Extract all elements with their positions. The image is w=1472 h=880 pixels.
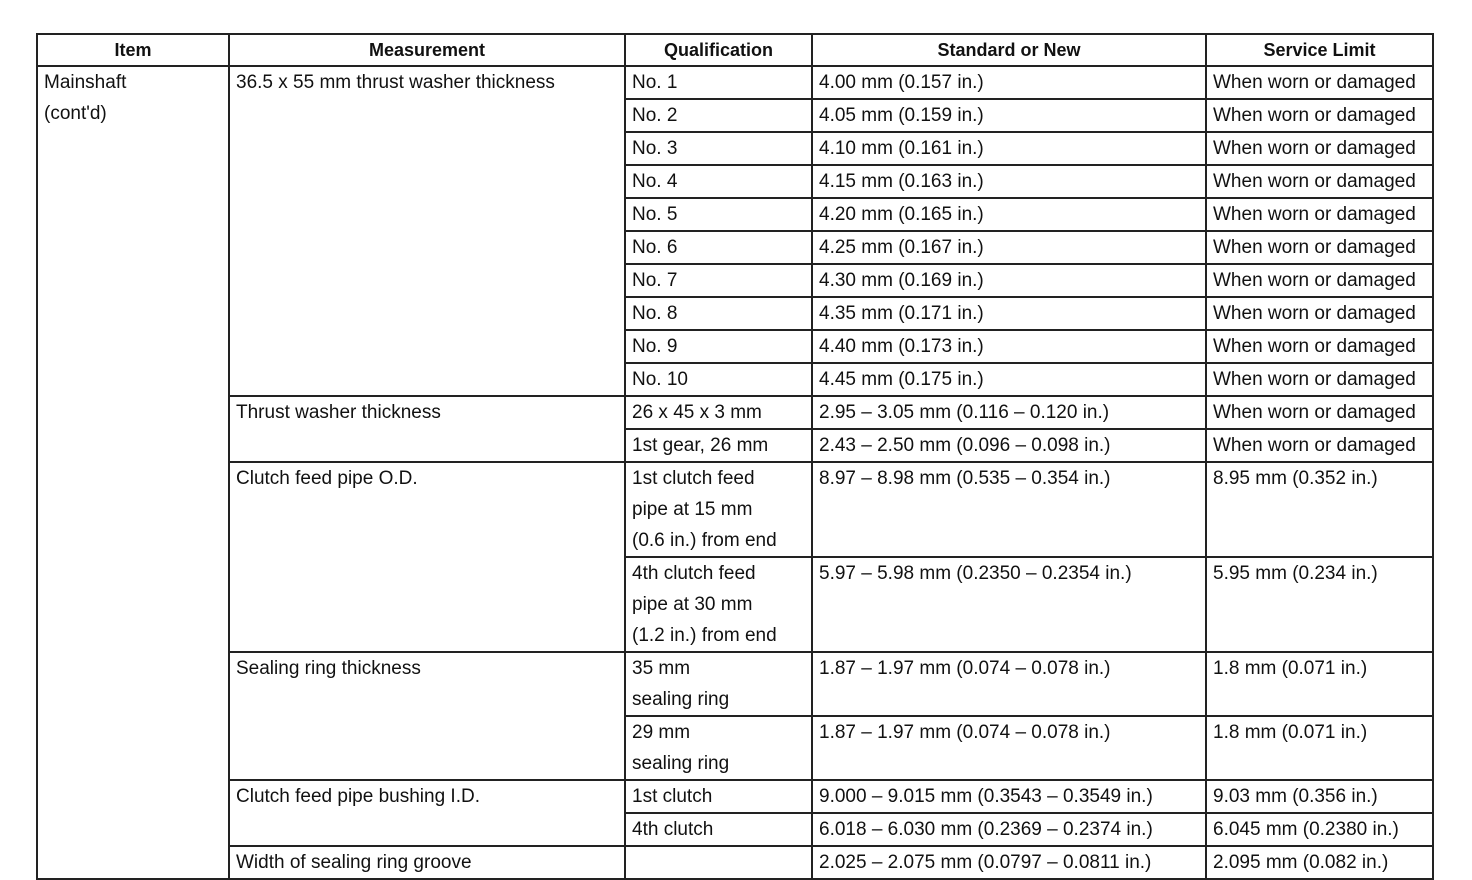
- measurement-cell: Thrust washer thickness: [229, 396, 625, 462]
- table-row: [37, 66, 1433, 99]
- header-qualification: Qualification: [625, 34, 812, 66]
- item-note: (cont'd): [44, 103, 107, 124]
- limit-cell: 9.03 mm (0.356 in.): [1206, 780, 1433, 813]
- measurement-cell: Sealing ring thickness: [229, 652, 625, 780]
- measurement-cell: Width of sealing ring groove: [229, 846, 625, 879]
- qualification-cell: [625, 846, 812, 879]
- limit-cell: When worn or damaged: [1206, 231, 1433, 264]
- measurement-cell: Clutch feed pipe bushing I.D.: [229, 780, 625, 846]
- qualification-line: pipe at 30 mm: [632, 594, 753, 615]
- qualification-cell: No. 4: [625, 165, 812, 198]
- limit-cell: When worn or damaged: [1206, 297, 1433, 330]
- qualification-cell: [625, 652, 812, 716]
- qualification-line: 29 mm: [632, 722, 691, 743]
- qualification-line: sealing ring: [632, 753, 730, 774]
- qualification-line: 1st clutch feed: [632, 468, 755, 489]
- standard-cell: 4.00 mm (0.157 in.): [812, 66, 1206, 99]
- qualification-cell: No. 2: [625, 99, 812, 132]
- standard-cell: 4.10 mm (0.161 in.): [812, 132, 1206, 165]
- qualification-cell: No. 8: [625, 297, 812, 330]
- limit-cell: 2.095 mm (0.082 in.): [1206, 846, 1433, 879]
- table-row: [37, 780, 1433, 813]
- standard-cell: 2.43 – 2.50 mm (0.096 – 0.098 in.): [812, 429, 1206, 462]
- qualification-cell: No. 6: [625, 231, 812, 264]
- standard-cell: 4.20 mm (0.165 in.): [812, 198, 1206, 231]
- spec-table: [36, 33, 1434, 880]
- limit-cell: When worn or damaged: [1206, 330, 1433, 363]
- qualification-line: (1.2 in.) from end: [632, 625, 777, 646]
- header-standard: Standard or New: [812, 34, 1206, 66]
- standard-cell: 5.97 – 5.98 mm (0.2350 – 0.2354 in.): [812, 557, 1206, 652]
- standard-cell: 9.000 – 9.015 mm (0.3543 – 0.3549 in.): [812, 780, 1206, 813]
- item-cell: [37, 66, 229, 879]
- limit-cell: When worn or damaged: [1206, 66, 1433, 99]
- qualification-cell: [625, 557, 812, 652]
- standard-cell: 4.45 mm (0.175 in.): [812, 363, 1206, 396]
- qualification-cell: No. 1: [625, 66, 812, 99]
- item-name: Mainshaft: [44, 72, 127, 93]
- header-row: [37, 34, 1433, 66]
- qualification-cell: No. 3: [625, 132, 812, 165]
- qualification-line: (0.6 in.) from end: [632, 530, 777, 551]
- qualification-line: sealing ring: [632, 689, 730, 710]
- standard-cell: 2.95 – 3.05 mm (0.116 – 0.120 in.): [812, 396, 1206, 429]
- qualification-cell: No. 10: [625, 363, 812, 396]
- standard-cell: 4.40 mm (0.173 in.): [812, 330, 1206, 363]
- measurement-cell: 36.5 x 55 mm thrust washer thickness: [229, 66, 625, 396]
- limit-cell: 5.95 mm (0.234 in.): [1206, 557, 1433, 652]
- standard-cell: 4.25 mm (0.167 in.): [812, 231, 1206, 264]
- qualification-cell: 4th clutch: [625, 813, 812, 846]
- qualification-cell: 26 x 45 x 3 mm: [625, 396, 812, 429]
- standard-cell: 4.05 mm (0.159 in.): [812, 99, 1206, 132]
- qualification-cell: [625, 462, 812, 557]
- limit-cell: When worn or damaged: [1206, 132, 1433, 165]
- standard-cell: 4.15 mm (0.163 in.): [812, 165, 1206, 198]
- header-item: Item: [37, 34, 229, 66]
- qualification-cell: [625, 716, 812, 780]
- limit-cell: When worn or damaged: [1206, 363, 1433, 396]
- limit-cell: When worn or damaged: [1206, 396, 1433, 429]
- qualification-cell: No. 9: [625, 330, 812, 363]
- limit-cell: 1.8 mm (0.071 in.): [1206, 716, 1433, 780]
- standard-cell: 1.87 – 1.97 mm (0.074 – 0.078 in.): [812, 716, 1206, 780]
- standard-cell: 2.025 – 2.075 mm (0.0797 – 0.0811 in.): [812, 846, 1206, 879]
- limit-cell: When worn or damaged: [1206, 198, 1433, 231]
- standard-cell: 1.87 – 1.97 mm (0.074 – 0.078 in.): [812, 652, 1206, 716]
- qualification-cell: 1st clutch: [625, 780, 812, 813]
- qualification-line: 4th clutch feed: [632, 563, 756, 584]
- measurement-cell: Clutch feed pipe O.D.: [229, 462, 625, 652]
- table-row: [37, 846, 1433, 879]
- standard-cell: 4.35 mm (0.171 in.): [812, 297, 1206, 330]
- limit-cell: When worn or damaged: [1206, 264, 1433, 297]
- standard-cell: 4.30 mm (0.169 in.): [812, 264, 1206, 297]
- table-row: [37, 396, 1433, 429]
- limit-cell: 8.95 mm (0.352 in.): [1206, 462, 1433, 557]
- qualification-cell: No. 5: [625, 198, 812, 231]
- qualification-cell: 1st gear, 26 mm: [625, 429, 812, 462]
- standard-cell: 6.018 – 6.030 mm (0.2369 – 0.2374 in.): [812, 813, 1206, 846]
- qualification-line: pipe at 15 mm: [632, 499, 753, 520]
- qualification-line: 35 mm: [632, 658, 691, 679]
- qualification-cell: No. 7: [625, 264, 812, 297]
- limit-cell: When worn or damaged: [1206, 429, 1433, 462]
- limit-cell: When worn or damaged: [1206, 165, 1433, 198]
- header-measurement: Measurement: [229, 34, 625, 66]
- limit-cell: 6.045 mm (0.2380 in.): [1206, 813, 1433, 846]
- limit-cell: When worn or damaged: [1206, 99, 1433, 132]
- header-service-limit: Service Limit: [1206, 34, 1433, 66]
- limit-cell: 1.8 mm (0.071 in.): [1206, 652, 1433, 716]
- standard-cell: 8.97 – 8.98 mm (0.535 – 0.354 in.): [812, 462, 1206, 557]
